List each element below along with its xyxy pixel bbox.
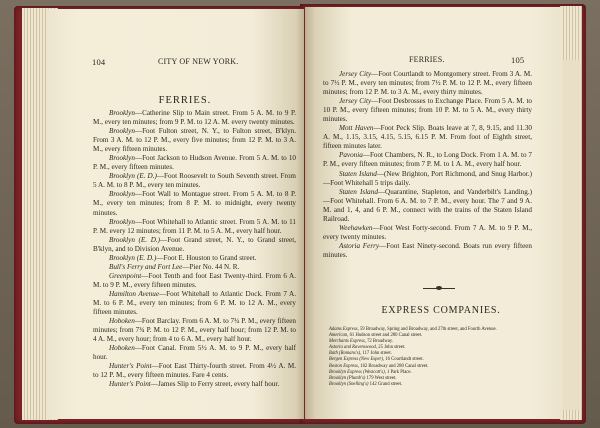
express-companies-heading: EXPRESS COMPANIES. bbox=[381, 305, 501, 316]
ferry-entry bbox=[93, 272, 296, 290]
ferry-entry bbox=[93, 362, 296, 380]
ferry-entry bbox=[93, 290, 296, 317]
ferry-destination: Brooklyn (E. D.) bbox=[109, 253, 157, 262]
ferry-details: —Foot Courtlandt to Montgomery street. From 3 A. M. to 7½ P. M., every ten minutes; from 7½ P. M. to 12 P. M., every fifteen minutes; from 12 P. M. to 3 A. M., every thirty minutes. bbox=[323, 70, 532, 97]
ferry-details: —Foot West Forty-second. From 7 A. M. to 9 P. M., every twenty minutes. bbox=[323, 223, 532, 241]
ferry-entry bbox=[323, 188, 532, 224]
ferry-details: —Foot Tenth and foot East Twenty-third. From 6 A. M. to 9 P. M., every fifteen minutes. bbox=[93, 271, 296, 289]
ferry-destination: Greenpoint bbox=[109, 271, 142, 280]
company-name: American bbox=[329, 333, 348, 339]
left-page-number: 104 bbox=[92, 57, 106, 67]
ferry-destination: Pavonia bbox=[339, 151, 363, 160]
ferry-destination: Staten Island bbox=[339, 169, 377, 178]
ferry-details: —Foot East Thirty-fourth street. From 4½ A. M. to 12 P. M., every fifteen minutes. Fare 4 cents. bbox=[93, 362, 296, 380]
ferry-details: —Foot Roosevelt to South Seventh street. From 5 A. M. to 8 P. M., every ten minutes. bbox=[93, 172, 296, 190]
ferry-destination: Hoboken bbox=[109, 344, 135, 353]
divider-dot bbox=[436, 286, 442, 290]
company-address: 142 Grand street. bbox=[368, 381, 403, 387]
ferry-destination: Astoria Ferry bbox=[339, 241, 380, 250]
right-running-title: FERRIES. bbox=[409, 55, 445, 64]
ferry-details: —Foot Grand street, N. Y., to Grand street, B'klyn, and to Division Avenue. bbox=[93, 235, 296, 253]
ferry-entry bbox=[323, 242, 532, 260]
ferry-entry bbox=[323, 151, 532, 169]
ferry-destination: Staten Island bbox=[339, 187, 378, 196]
ferry-entry bbox=[93, 344, 296, 362]
ferry-details: —Foot Desbrosses to Exchange Place. From 5 A. M. to 10 P. M., every fifteen minutes; from 10 P. M. to 5 A. M., every thirty minutes. bbox=[323, 97, 533, 124]
ferry-details: —Quarantine, Stapleton, and Vanderbilt's Landing.)—Foot Whitehall. From 6 A. M. to 7 P. M., every hour. The 7 and 9 A. M. and 1, 4, and 6 P. M., connect with the trains of the Staten Island Railroad. bbox=[323, 187, 532, 223]
ferry-details: —Catherine Slip to Main street. From 5 A. M. to 9 P. M., every ten minutes; from 9 P. M. to 12 A. M. every twenty minutes. bbox=[93, 109, 296, 127]
ferry-details: —Foot Canal. From 5½ A. M. to 9 P. M., every half hour. bbox=[93, 344, 296, 362]
ferry-entry bbox=[323, 224, 532, 242]
ferry-destination: Hunter's Point bbox=[109, 380, 151, 389]
left-ferry-list bbox=[93, 109, 296, 389]
company-address: , 61 Hudson street and 280 Canal street. bbox=[347, 333, 423, 339]
right-page bbox=[305, 7, 563, 419]
ferry-destination: Brooklyn bbox=[109, 127, 135, 136]
ferry-entry bbox=[93, 154, 296, 172]
company-address: , 1 Park Place. bbox=[384, 369, 412, 375]
ferry-details: —Foot E. Houston to Grand street. bbox=[156, 253, 257, 262]
ferry-destination: Mott Haven bbox=[339, 124, 374, 133]
ferry-details: —Foot Peck Slip. Boats leave at 7, 8, 9.15, and 11.30 A. M., 1.15, 3.15, 4.15, 5.15, 6.15 P. M. From foot of Eighth street, fifteen minutes later. bbox=[323, 124, 532, 151]
ferry-details: —Foot Fulton street, N. Y., to Fulton street, B'klyn. From 3 A. M. to 12 P. M., every five minutes; from 12 P. M. to 3 A. M., every fifteen minutes. bbox=[93, 127, 296, 154]
ferry-entry bbox=[93, 218, 296, 236]
ferry-destination: Hunter's Point bbox=[109, 362, 152, 371]
company-name: Astoria and Ravenswood bbox=[329, 345, 376, 351]
company-name: Brooklyn (Snelling's) bbox=[329, 381, 369, 387]
ferry-details: —Foot Barclay. From 6 A. M. to 7¾ P. M., every fifteen minutes; from 7¾ P. M. to 12 P. M., every half hour; from 12 P. M. to 4 A. M., every hour; from 4 to 6 A. M., every half hour. bbox=[93, 317, 296, 344]
ferry-details: —Foot Wall to Montague street. From 5 A. M. to 8 P. M., every ten minutes; from 8 P. M. to midnight, every twenty minutes. bbox=[93, 190, 296, 217]
ferry-details: —(New Brighton, Port Richmond, and Snug Harbor.)—Foot Whitehall 5 trips daily. bbox=[323, 169, 532, 187]
company-address: , 162 Broadway and 280 Canal street. bbox=[357, 363, 429, 369]
ferry-details: —Foot East Ninety-second. Boats run every fifteen minutes. bbox=[323, 241, 532, 259]
right-ferry-list bbox=[323, 70, 532, 260]
section-divider-ornament bbox=[423, 286, 455, 290]
ferry-entry bbox=[323, 124, 532, 151]
company-address: , 117 John street. bbox=[360, 351, 392, 357]
company-address: , 25 John street. bbox=[375, 345, 406, 351]
ferry-entry bbox=[93, 236, 296, 254]
company-name: Bergen Express (New Esper) bbox=[329, 357, 383, 363]
ferry-destination: Brooklyn bbox=[109, 190, 135, 199]
express-companies-list bbox=[329, 327, 529, 388]
ferry-entry bbox=[93, 190, 296, 217]
company-name: Brooklyn Express (Westcott's) bbox=[329, 369, 385, 375]
ferry-details: —Foot Whitehall to Atlantic street. From 5 A. M. to 11 P. M. every 12 minutes; from 11 P. M. to 5 A. M., every half hour. bbox=[93, 217, 296, 235]
company-address: , 59 Broadway, Spring and Broadway, and 27th street, and Fourth Avenue. bbox=[357, 327, 497, 332]
ferry-details: —James Slip to Ferry street, every half hour. bbox=[150, 380, 280, 389]
company-name: Brooklyn (Plumb's) bbox=[329, 375, 366, 381]
ferry-destination: Jersey City bbox=[339, 70, 372, 78]
ferry-destination: Brooklyn bbox=[109, 109, 135, 117]
ferry-destination: Hoboken bbox=[109, 317, 135, 326]
company-name: Merchants Express bbox=[329, 339, 365, 345]
company-name: Bath (Romans's) bbox=[329, 351, 361, 357]
ferries-heading: FERRIES. bbox=[158, 95, 212, 106]
express-company-entry bbox=[329, 382, 529, 388]
ferry-entry bbox=[93, 109, 296, 127]
ferry-entry bbox=[93, 317, 296, 344]
company-address: 179 West street. bbox=[365, 375, 397, 381]
ferry-entry bbox=[93, 263, 296, 272]
ferry-entry bbox=[323, 70, 532, 97]
company-address: , 72 Broadway. bbox=[364, 339, 394, 345]
ferry-destination: Brooklyn bbox=[109, 154, 135, 163]
ferry-destination: Hamilton Avenue bbox=[109, 289, 159, 298]
company-name: Adams Express bbox=[329, 327, 358, 332]
ferry-destination: Bull's Ferry and Fort Lee bbox=[109, 262, 183, 271]
right-page-number: 105 bbox=[511, 55, 525, 65]
left-running-title: CITY OF NEW YORK. bbox=[158, 57, 239, 66]
ferry-destination: Brooklyn bbox=[109, 217, 135, 226]
company-address: , 16 Courtlandt street. bbox=[382, 357, 424, 363]
ferry-entry bbox=[93, 380, 296, 389]
ferry-details: —Foot Whitehall to Atlantic Dock. From 7 A. M. to 6 P. M., every ten minutes; from 6 P. M. to 12 A. M., every fifteen minutes. bbox=[93, 289, 296, 317]
ferry-destination: Brooklyn (E. D.) bbox=[109, 172, 157, 181]
company-name: Boston Express bbox=[329, 363, 358, 369]
ferry-entry bbox=[93, 172, 296, 190]
ferry-entry bbox=[93, 254, 296, 263]
ferry-details: —Pier No. 44 N. R. bbox=[182, 262, 240, 271]
ferry-destination: Weehawken bbox=[339, 223, 373, 232]
ferry-details: —Foot Jackson to Hudson Avenue. From 5 A. M. to 10 P. M., every fifteen minutes. bbox=[93, 154, 296, 172]
ferry-entry bbox=[323, 97, 532, 124]
ferry-destination: Jersey City bbox=[339, 97, 372, 106]
ferry-entry bbox=[93, 127, 296, 154]
left-page bbox=[46, 9, 304, 419]
ferry-destination: Brooklyn (E. D.) bbox=[109, 235, 161, 244]
ferry-details: —Foot Chambers, N. R., to Long Dock. From 1 A. M. to 7 P. M., every fifteen minutes; from 7 P. M. to 1 A. M., every half hour. bbox=[323, 151, 532, 169]
ferry-entry bbox=[323, 170, 532, 188]
